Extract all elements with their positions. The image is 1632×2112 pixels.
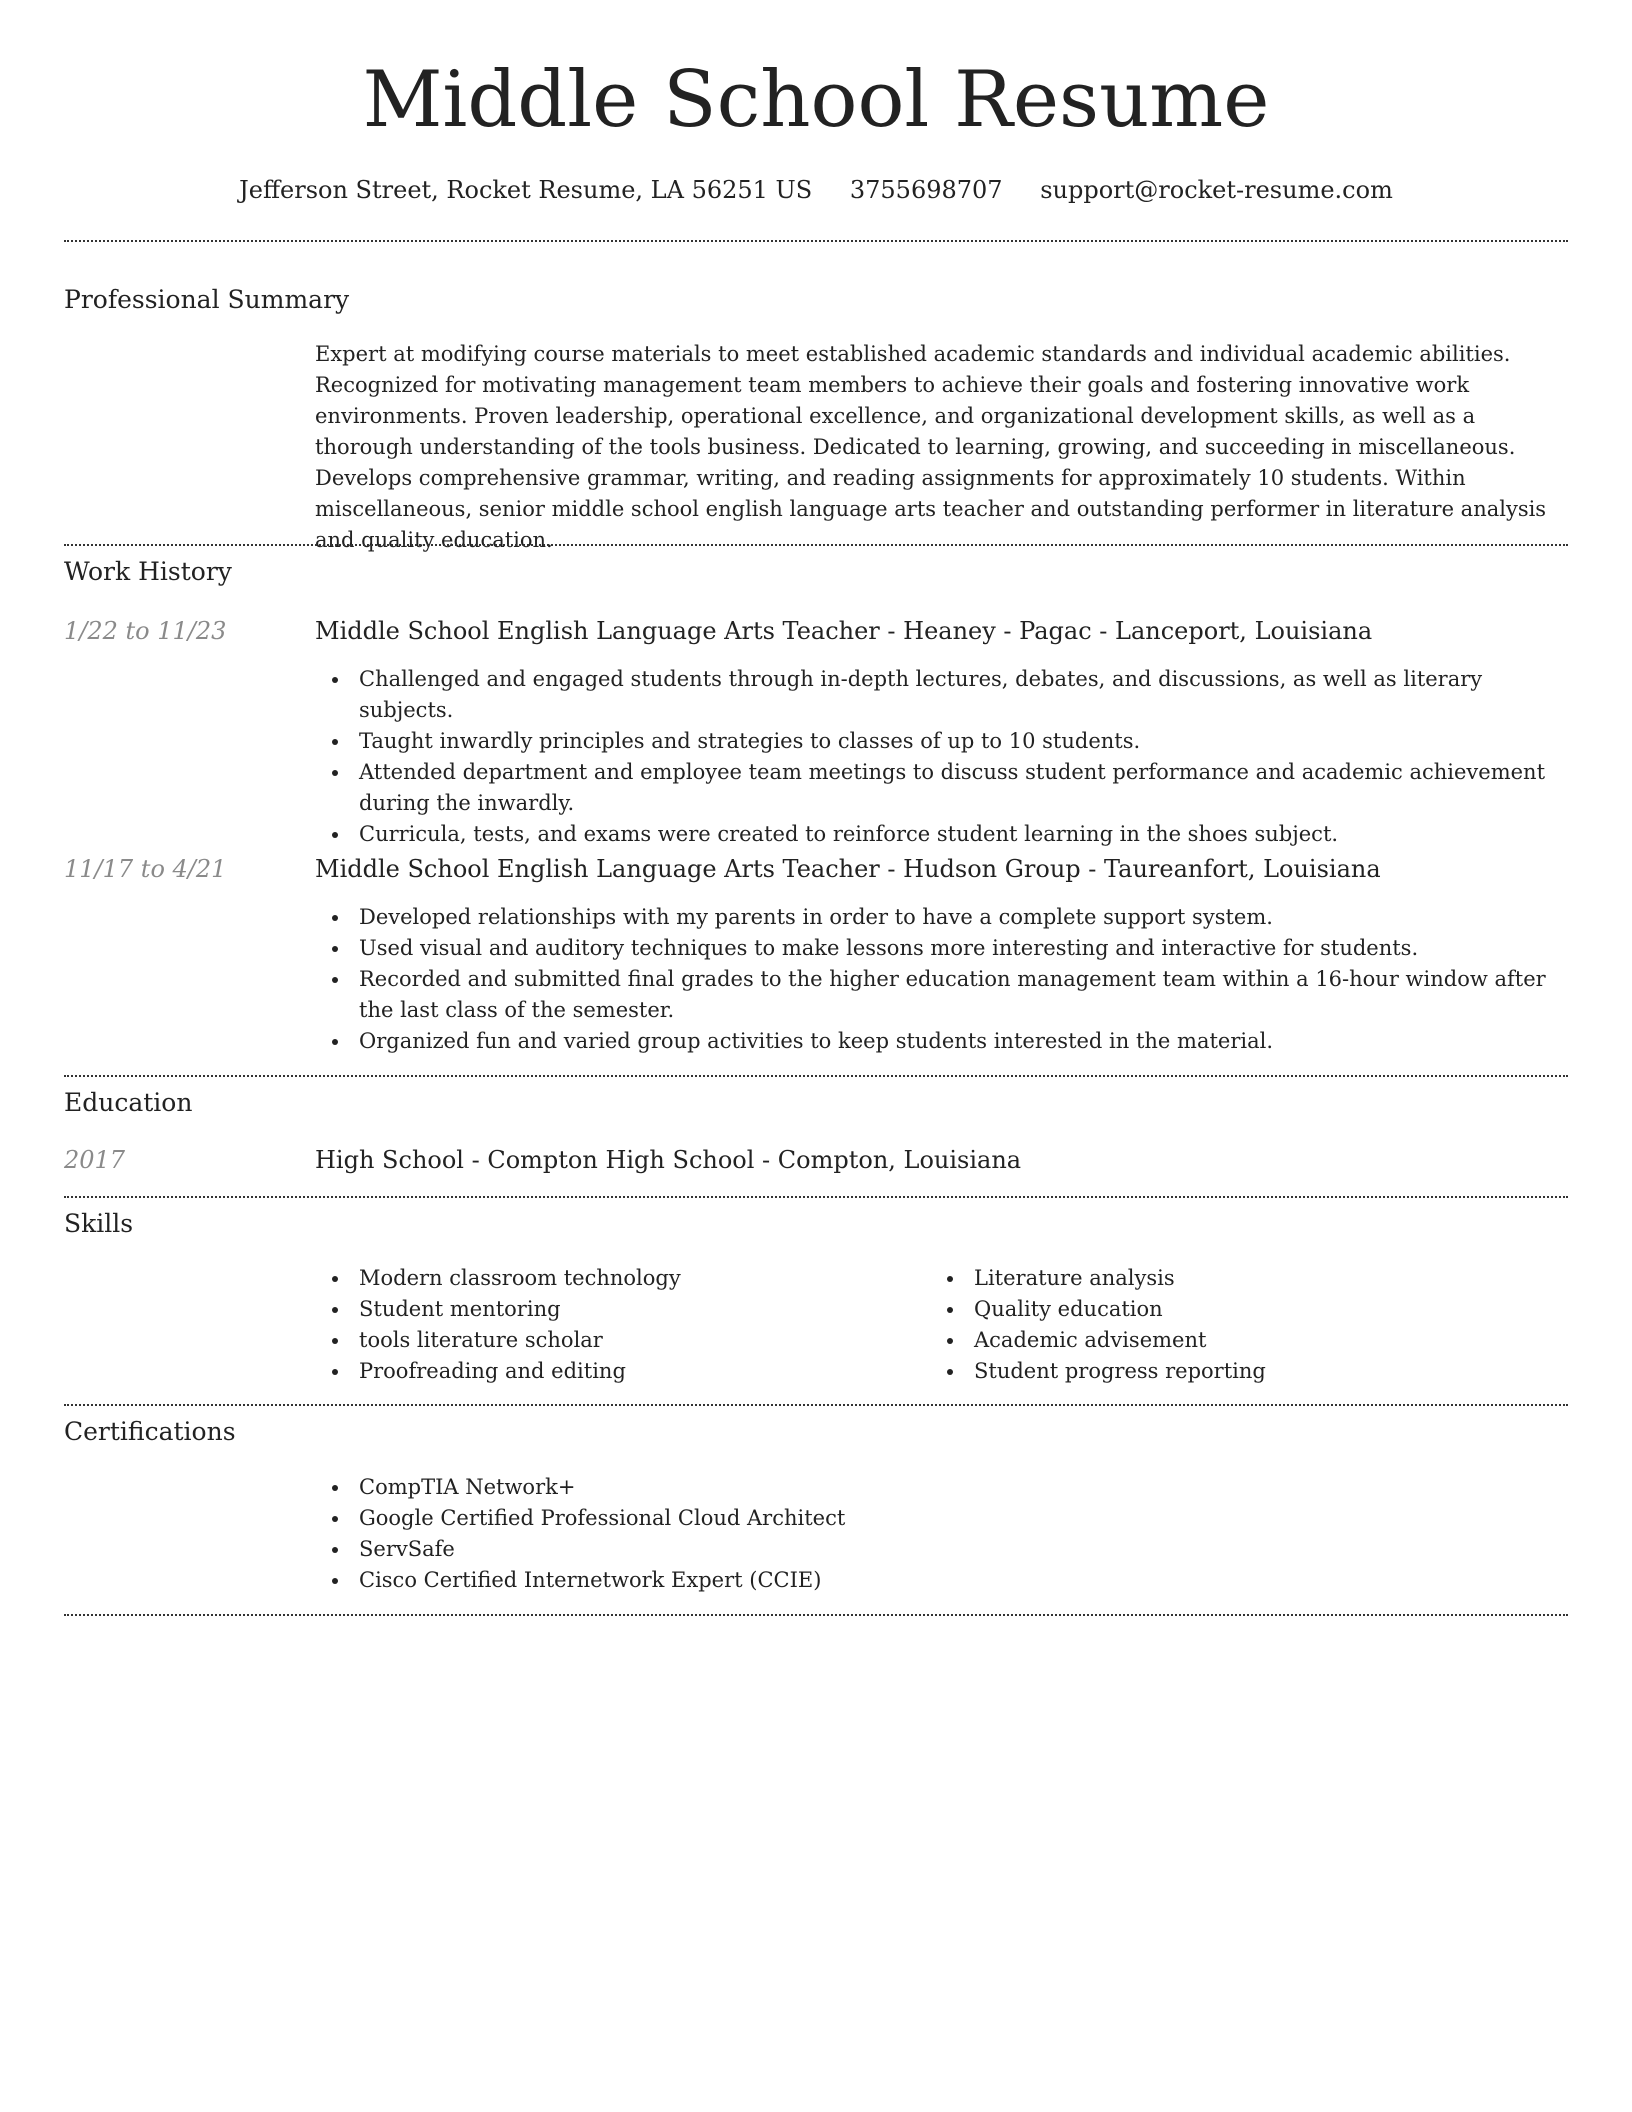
contact-email: support@rocket-resume.com xyxy=(1040,176,1393,204)
divider xyxy=(64,1075,1568,1077)
education-heading: High School - Compton High School - Compton, Louisiana xyxy=(315,1146,1022,1174)
section-title-education: Education xyxy=(64,1088,193,1117)
job-bullet: Organized fun and varied group activities to keep students interested in the material. xyxy=(315,1026,1568,1057)
job-heading: Middle School English Language Arts Teacher - Heaney - Pagac - Lanceport, Louisiana xyxy=(315,617,1373,645)
skill-item: Modern classroom technology xyxy=(315,1263,1568,1294)
contact-line xyxy=(64,170,1568,210)
certification-item: Google Certified Professional Cloud Architect xyxy=(315,1503,1568,1534)
job-bullet: Recorded and submitted final grades to the higher education management team within a 16-hour window after the last class of the semester. xyxy=(315,964,1568,1026)
job-bullet: Taught inwardly principles and strategies to classes of up to 10 students. xyxy=(315,726,1568,757)
certification-item: ServSafe xyxy=(315,1534,1568,1565)
resume-name: Middle School Resume xyxy=(362,55,1270,145)
certification-item: Cisco Certified Internetwork Expert (CCIE) xyxy=(315,1565,1568,1596)
skill-item: Quality education xyxy=(930,1294,1632,1325)
education-year: 2017 xyxy=(64,1146,126,1174)
section-title-work-history: Work History xyxy=(64,557,232,586)
job-bullet: Developed relationships with my parents in order to have a complete support system. xyxy=(315,902,1568,933)
contact-phone: 3755698707 xyxy=(849,176,1003,204)
job-dates: 1/22 to 11/23 xyxy=(64,617,227,645)
divider xyxy=(64,1614,1568,1616)
divider xyxy=(64,1404,1568,1406)
job-bullet: Attended department and employee team meetings to discuss student performance and academic achievement during the inwardly. xyxy=(315,757,1568,819)
divider xyxy=(64,1196,1568,1198)
certifications-list xyxy=(315,1472,1568,1596)
skill-item: tools literature scholar xyxy=(315,1325,1568,1356)
skills-list-right xyxy=(930,1263,1632,1387)
divider xyxy=(64,240,1568,242)
section-title-certifications: Certifications xyxy=(64,1417,236,1446)
job-bullet: Challenged and engaged students through in-depth lectures, debates, and discussions, as well as literary subjects. xyxy=(315,664,1568,726)
skill-item: Literature analysis xyxy=(930,1263,1632,1294)
divider xyxy=(64,544,1568,546)
job-bullets xyxy=(315,902,1568,1057)
certification-item: CompTIA Network+ xyxy=(315,1472,1568,1503)
summary-text: Expert at modifying course materials to meet established academic standards and individual academic abilities. Recognized for motivating management team members to achieve their goals and fostering innovative work environments. Proven leadership, operational excellence, and organizational development skills, as well as a thorough understanding of the tools business. Dedicated to learning, growing, and succeeding in miscellaneous. Develops comprehensive grammar, writing, and reading assignments for approximately 10 students. Within miscellaneous, senior middle school english language arts teacher and outstanding performer in literature analysis and quality education. xyxy=(315,342,1547,552)
contact-address: Jefferson Street, Rocket Resume, LA 56251 US xyxy=(239,176,813,204)
skill-item: Academic advisement xyxy=(930,1325,1632,1356)
job-dates: 11/17 to 4/21 xyxy=(64,855,227,883)
skill-item: Proofreading and editing xyxy=(315,1356,1568,1387)
job-bullet: Used visual and auditory techniques to make lessons more interesting and interactive for students. xyxy=(315,933,1568,964)
section-title-skills: Skills xyxy=(64,1209,134,1238)
job-bullet: Curricula, tests, and exams were created to reinforce student learning in the shoes subject. xyxy=(315,819,1568,850)
section-title-summary: Professional Summary xyxy=(64,285,350,314)
skill-item: Student progress reporting xyxy=(930,1356,1632,1387)
skill-item: Student mentoring xyxy=(315,1294,1568,1325)
job-heading: Middle School English Language Arts Teacher - Hudson Group - Taureanfort, Louisiana xyxy=(315,855,1381,883)
job-bullets xyxy=(315,664,1568,850)
